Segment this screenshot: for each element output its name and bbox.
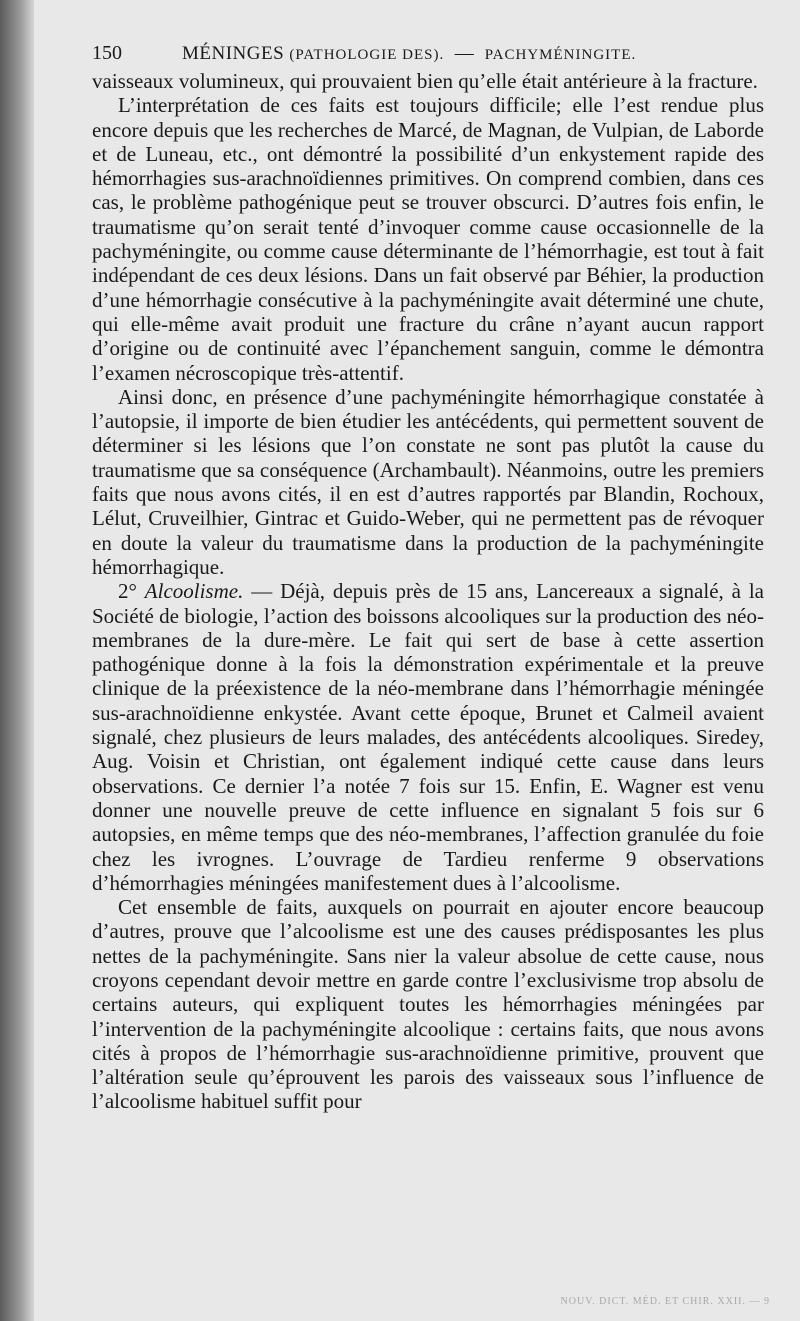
paragraph-ainsi-donc: Ainsi donc, en présence d’une pachyméningite hémorrhagique constatée à l’autopsie, il importe de bien étudier les antécédents, qui permettent souvent de déterminer si les lésions que l’on constate ne sont pas plutôt la cause du traumatisme que sa conséquence (Archambault). Néanmoins, outre les premiers faits que nous avons cités, il en est d’autres rapportés par Blandin, Rochoux, Lélut, Cruveilhier, Gintrac et Guido-Weber, qui ne permettent pas de révoquer en doute la valeur du traumatisme dans la production de la pachyméningite hémorrhagique.	[92, 384, 764, 579]
book-gutter-shadow	[0, 0, 34, 1321]
section-number: 2°	[118, 579, 137, 604]
paragraph-interpretation: L’interprétation de ces faits est toujours difficile; elle l’est rendue plus encore depuis que les recherches de Marcé, de Magnan, de Vulpian, de Laborde et de Luneau, etc., ont démontré la possibilité d’un enkystement rapide des hémorrhagies sus-arachnoïdiennes primitives. On comprend combien, dans ces cas, le problème pathogénique peut se trouver obscurci. D’autres fois enfin, le traumatisme qu’on serait tenté d’invoquer comme cause occasionnelle de la pachyméningite, ou comme cause déterminante de l’hémorrhagie, est tout à fait indépendant de ces deux lésions. Dans un fait observé par Béhier, la production d’une hémorrhagie consécutive à la pachyméningite avait déterminé une chute, qui elle-même avait produit une fracture du crâne n’ayant aucun rapport d’origine ou de continuité avec l’épanchement sanguin, comme le démontra l’examen nécroscopique très-attentif.	[92, 93, 764, 385]
page-number: 150	[92, 42, 122, 64]
paragraph-continuation: vaisseaux volumineux, qui prouvaient bien qu’elle était antérieure à la fracture.	[92, 69, 758, 93]
running-header	[92, 42, 764, 65]
section-text: — Déjà, depuis près de 15 ans, Lancereaux a signalé, à la Société de biologie, l’action des boissons alcooliques sur la production des néo-membranes de la dure-mère. Le fait qui sert de base à cette assertion pathogénique donne à la fois la démonstration expérimentale et la preuve clinique de la préexistence de la néo-membrane dans l’hémorrhagie méningée sus-arachnoïdienne enkystée. Avant cette époque, Brunet et Calmeil avaient signalé, chez plusieurs de leurs malades, des antécédents alcooliques. Siredey, Aug. Voisin et Christian, ont également indiqué cette cause dans leurs observations. Ce dernier l’a notée 7 fois sur 15. Enfin, E. Wagner est venu donner une nouvelle preuve de cette influence en signalant 5 fois sur 6 autopsies, en même temps que des néo-membranes, l’affection granulée du foie chez les ivrognes. L’ouvrage de Tardieu renferme 9 observations d’hémorrhagies méningées manifestement dues à l’alcoolisme.	[92, 579, 765, 895]
paragraph-ensemble: Cet ensemble de faits, auxquels on pourrait en ajouter encore beaucoup d’autres, prouve que l’alcoolisme est une des causes prédisposantes les plus nettes de la pachyméningite. Sans nier la valeur absolue de cette cause, nous croyons cependant devoir mettre en garde contre l’exclusivisme trop absolu de certains auteurs, qui expliquent toutes les hémorrhagies méningées par l’intervention de la pachyméningite alcoolique : certains faits, que nous avons cités à propos de l’hémorrhagie sus-arachnoïdienne primitive, prouvent que l’altération seule qu’éprouvent les parois des vaisseaux sous l’influence de l’alcoolisme habituel suffit pour	[92, 895, 764, 1114]
running-head-main: MÉNINGES	[182, 43, 285, 64]
running-head-paren: (PATHOLOGIE DES).	[289, 47, 445, 63]
running-head-title	[182, 43, 636, 65]
paragraph-alcoolisme	[92, 579, 764, 895]
running-head-sub: PACHYMÉNINGITE.	[484, 47, 637, 63]
body-text	[92, 69, 764, 1114]
footer-signature: NOUV. DICT. MÉD. ET CHIR. XXII. — 9	[560, 1296, 770, 1307]
section-heading: Alcoolisme.	[144, 579, 244, 604]
running-head-dash: —	[454, 43, 475, 64]
